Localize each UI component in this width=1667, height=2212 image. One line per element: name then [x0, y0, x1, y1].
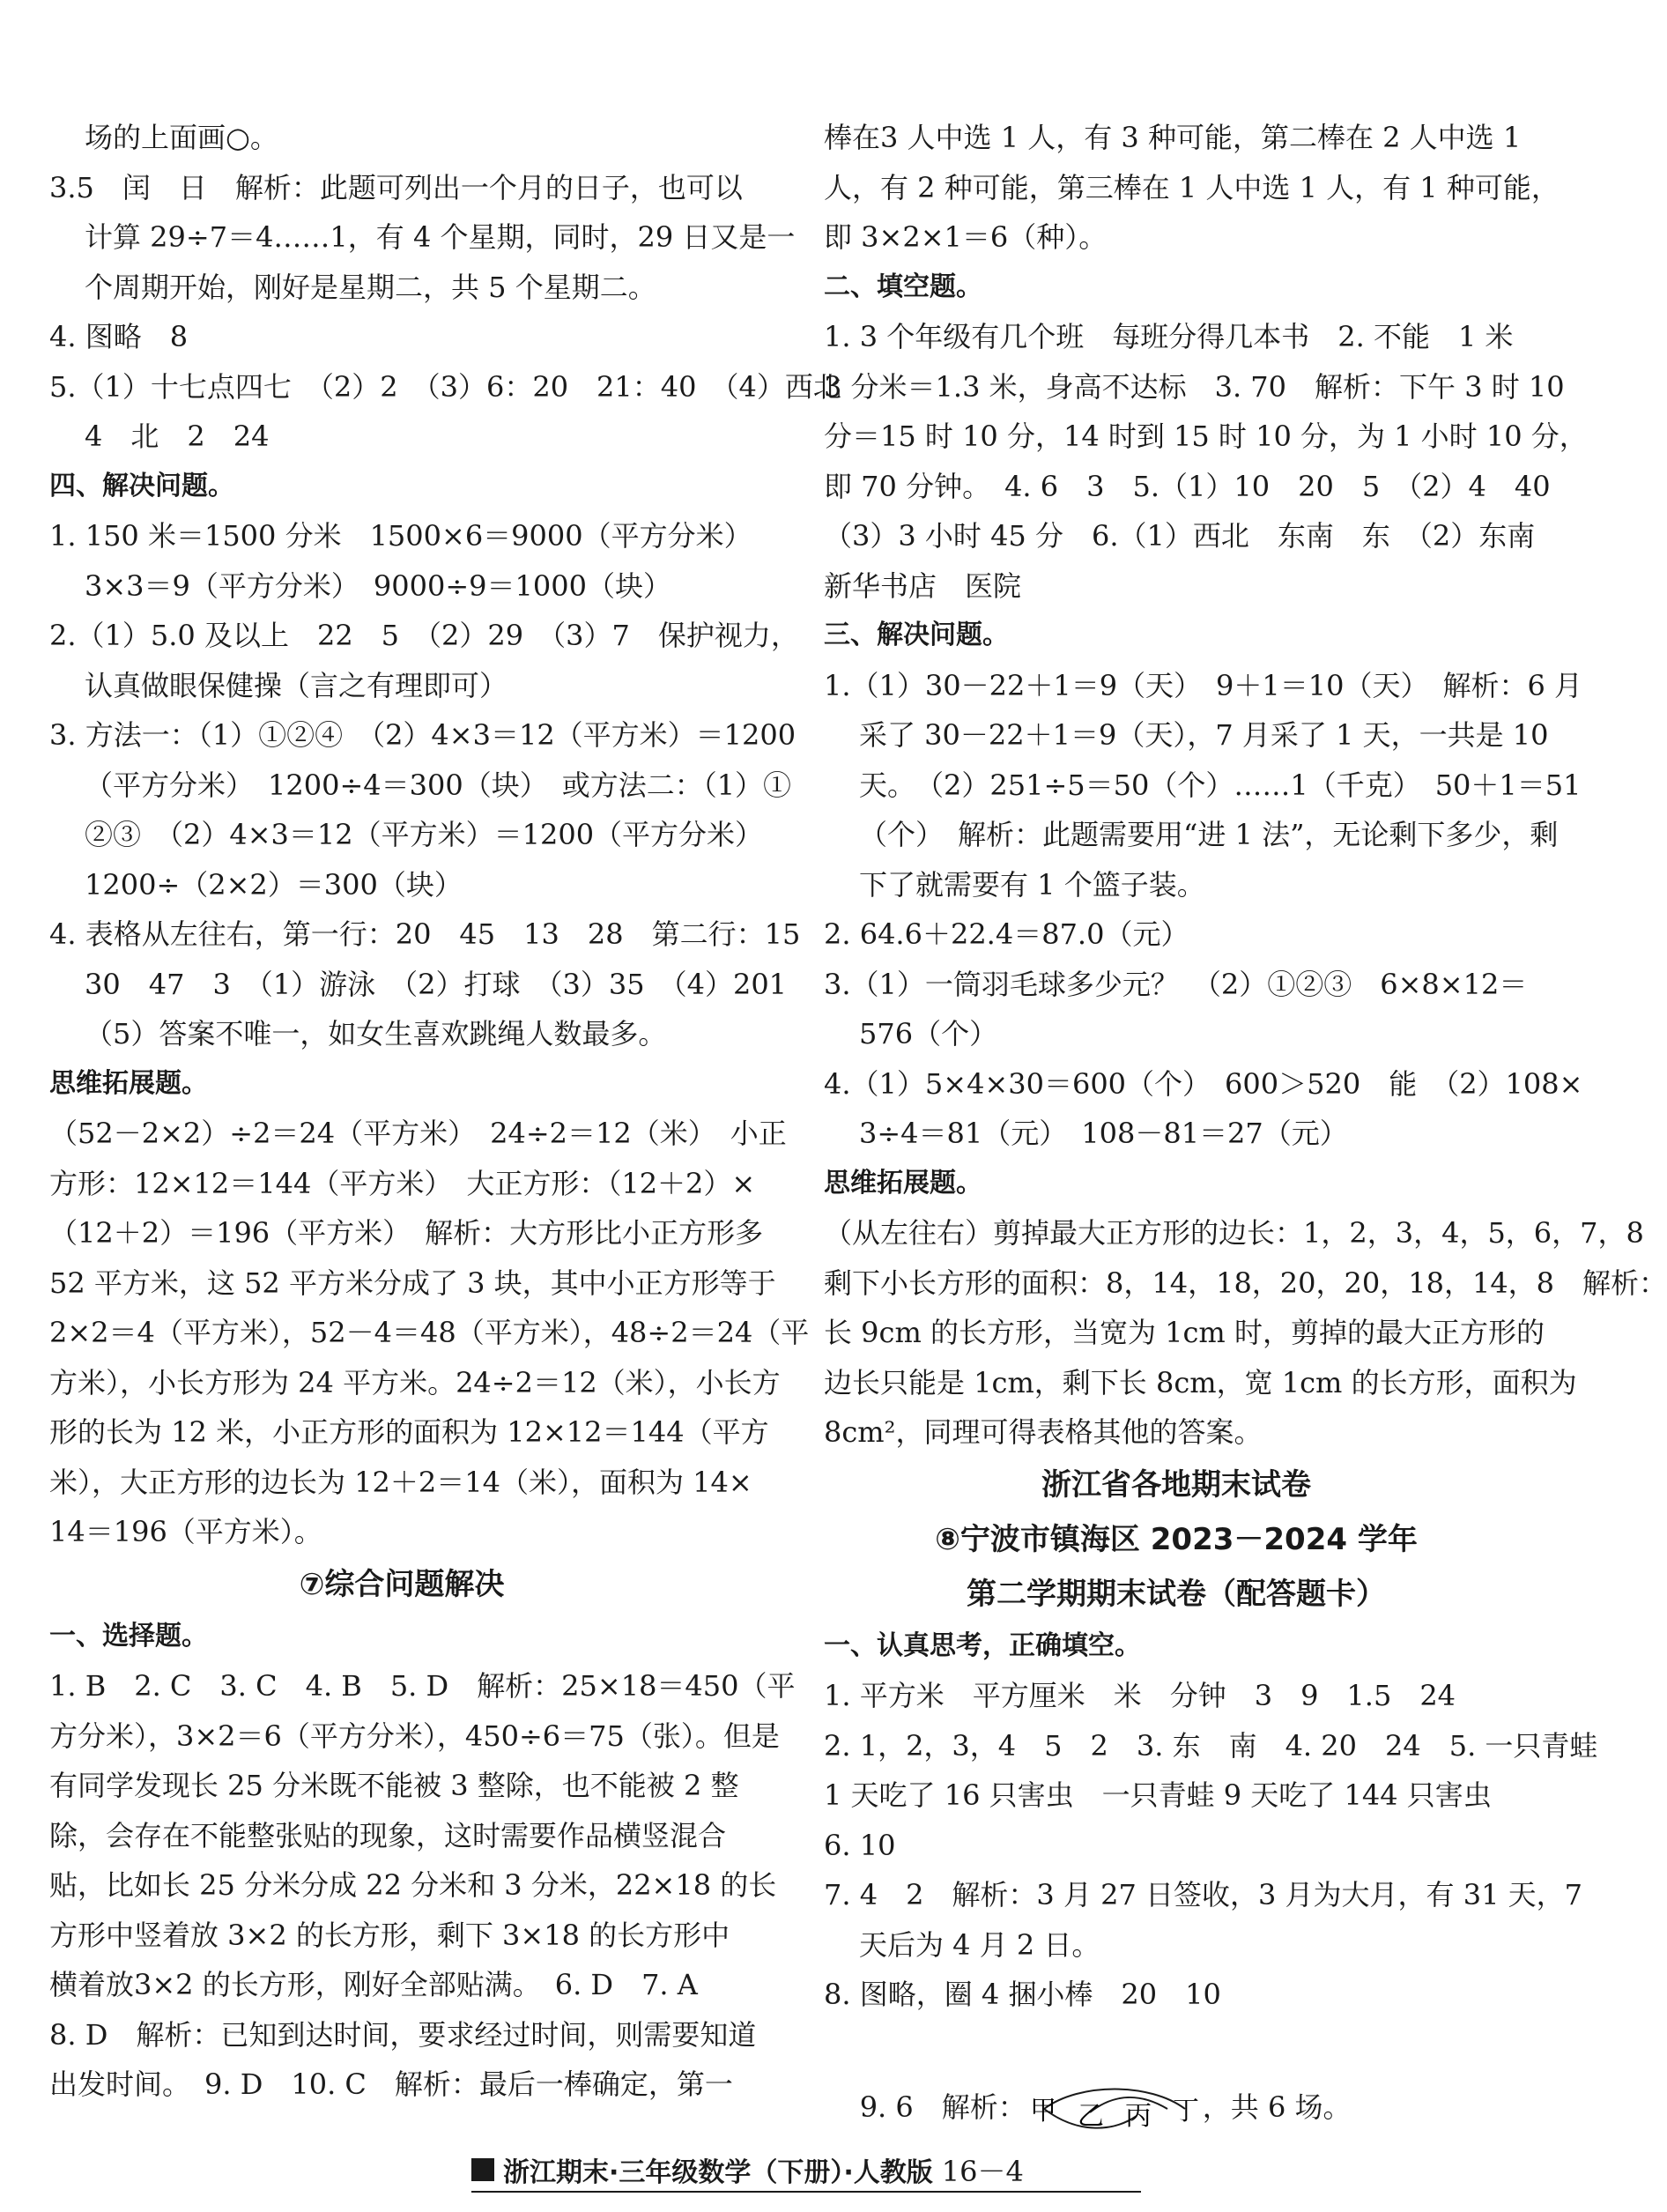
text-line: 2.（1）5.0 及以上 22 5 （2）29 （3）7 保护视力， — [49, 619, 799, 652]
text-line: 剩下小长方形的面积：8，14，18，20，20，18，14，8 解析： — [824, 1266, 1667, 1300]
text-line: 4.（1）5×4×30＝600（个） 600＞520 能 （2）108× — [824, 1066, 1583, 1101]
text-line: 8cm²，同理可得表格其他的答案。 — [824, 1415, 1263, 1449]
text-line: （12＋2）＝196（平方米） 解析：大方形比小正方形多 — [49, 1216, 764, 1250]
footer-title: 浙江期末·三年级数学（下册）·人教版 — [503, 2157, 933, 2188]
text-line: 天。 （2）251÷5＝50（个）……1（千克） 50＋1＝51 — [859, 768, 1582, 802]
text-line: 1.（1）30－22＋1＝9（天） 9＋1＝10（天） 解析：6 月 — [824, 668, 1583, 702]
q9-prefix: 9. 6 解析： — [859, 2090, 1026, 2124]
page-footer — [471, 2150, 1141, 2189]
text-line: 个周期开始，刚好是星期二，共 5 个星期二。 — [85, 270, 656, 304]
text-line: 8. D 解析：已知到达时间，要求经过时间，则需要知道 — [49, 2017, 757, 2052]
section-title: ⑦综合问题解决 — [299, 1566, 505, 1602]
text-line: 3. 方法一：（1）①②④ （2）4×3＝12（平方米）＝1200 — [49, 718, 796, 752]
text-line: 1. B 2. C 3. C 4. B 5. D 解析：25×18＝450（平 — [49, 1669, 796, 1703]
match-diagram — [1026, 2082, 1203, 2135]
q9-suffix: ，共 6 场。 — [1202, 2090, 1352, 2124]
section-heading: 一、认真思考，正确填空。 — [824, 1629, 1141, 1661]
text-line: 有同学发现长 25 分米既不能被 3 整除，也不能被 2 整 — [49, 1769, 739, 1802]
text-line: 4. 表格从左往右，第一行：20 45 13 28 第二行：15 — [49, 917, 801, 951]
text-line: 方米），小长方形为 24 平方米。24÷2＝12（米），小长方 — [49, 1365, 781, 1399]
section-heading: 二、填空题。 — [824, 271, 982, 302]
text-line: 2. 1，2，3，4 5 2 3. 东 南 4. 20 24 5. 一只青蛙 — [824, 1728, 1598, 1763]
text-line: 3.（1）一筒羽毛球多少元？ （2）①②③ 6×8×12＝ — [824, 967, 1528, 1001]
text-line: 人，有 2 种可能，第三棒在 1 人中选 1 人，有 1 种可能， — [824, 170, 1560, 204]
text-line: 1 天吃了 16 只害虫 一只青蛙 9 天吃了 144 只害虫 — [824, 1778, 1492, 1812]
text-line: 形的长为 12 米，小正方形的面积为 12×12＝144（平方 — [49, 1415, 769, 1449]
text-line: 长 9cm 的长方形，当宽为 1cm 时，剪掉的最大正方形的 — [824, 1316, 1545, 1349]
text-line: 横着放3×2 的长方形，刚好全部贴满。 6. D 7. A — [49, 1968, 698, 2001]
text-line: 3.5 闰 日 解析：此题可列出一个月的日子，也可以 — [49, 170, 743, 204]
text-line: 576（个） — [859, 1017, 998, 1050]
text-line: 边长只能是 1cm，剩下长 8cm，宽 1cm 的长方形，面积为 — [824, 1365, 1577, 1399]
text-line: 场的上面画○。 — [85, 121, 278, 154]
exam-title: 浙江省各地期末试卷 — [1041, 1466, 1311, 1503]
text-line: 出发时间。 9. D 10. C 解析：最后一棒确定，第一 — [49, 2067, 733, 2101]
text-line: 3 分米＝1.3 米，身高不达标 3. 70 解析：下午 3 时 10 — [824, 369, 1565, 404]
text-line: （平方分米） 1200÷4＝300（块） 或方法二：（1）① — [85, 768, 792, 802]
text-line: （从左往右）剪掉最大正方形的边长：1，2，3，4，5，6，7，8 — [824, 1216, 1644, 1250]
name-label: 乙 — [1077, 2101, 1104, 2132]
q9-line — [824, 2020, 1529, 2132]
name-label: 丙 — [1124, 2101, 1152, 2132]
text-line: 4. 图略 8 — [49, 320, 189, 353]
footer-rule — [471, 2191, 1141, 2193]
text-line: 30 47 3 （1）游泳 （2）打球 （3）35 （4）201 — [85, 967, 788, 1001]
text-line: 1. 150 米＝1500 分米 1500×6＝9000（平方分米） — [49, 519, 752, 553]
text-line: 1200÷（2×2）＝300（块） — [85, 867, 463, 902]
text-line: 认真做眼保健操（言之有理即可） — [85, 668, 508, 702]
text-line: 新华书店 医院 — [824, 568, 1022, 603]
text-line: 7. 4 2 解析：3 月 27 日签收，3 月为大月，有 31 天，7 — [824, 1878, 1582, 1911]
text-line: 天后为 4 月 2 日。 — [859, 1927, 1100, 1962]
text-line: 方形中竖着放 3×2 的长方形，剩下 3×18 的长方形中 — [49, 1918, 730, 1952]
section-heading: 四、解决问题。 — [49, 470, 234, 501]
page-number: 16－4 — [941, 2155, 1024, 2188]
name-label: 甲 — [1029, 2096, 1056, 2127]
text-line: 2×2＝4（平方米），52－4＝48（平方米），48÷2＝24（平 — [49, 1316, 810, 1349]
left-column — [49, 113, 841, 2110]
text-line: 方形：12×12＝144（平方米） 大正方形：（12＋2）× — [49, 1166, 756, 1200]
text-line: （5）答案不唯一，如女生喜欢跳绳人数最多。 — [85, 1017, 667, 1050]
text-line: （52－2×2）÷2＝24（平方米） 24÷2＝12（米） 小正 — [49, 1117, 787, 1150]
text-line: 下了就需要有 1 个篮子装。 — [859, 867, 1205, 902]
text-line: 分＝15 时 10 分，14 时到 15 时 10 分，为 1 小时 10 分， — [824, 419, 1588, 453]
text-line: 14＝196（平方米）。 — [49, 1515, 322, 1548]
section-heading: 思维拓展题。 — [824, 1167, 982, 1199]
right-column — [824, 113, 1667, 2132]
text-line: 即 3×2×1＝6（种）。 — [824, 220, 1108, 254]
name-label: 丁 — [1172, 2096, 1199, 2127]
section-heading: 思维拓展题。 — [49, 1067, 208, 1099]
text-line: 52 平方米，这 52 平方米分成了 3 块，其中小正方形等于 — [49, 1266, 776, 1300]
text-line: 3×3＝9（平方分米） 9000÷9＝1000（块） — [85, 568, 671, 603]
text-line: 除，会存在不能整张贴的现象，这时需要作品横竖混合 — [49, 1818, 727, 1852]
exam-title: 第二学期期末试卷（配答题卡） — [967, 1576, 1386, 1612]
text-line: 计算 29÷7＝4……1，有 4 个星期，同时，29 日又是一 — [85, 220, 796, 254]
text-line: 6. 10 — [824, 1828, 896, 1862]
text-line: 5.（1）十七点四七 （2）2 （3）6：20 21：40 （4）西北 — [49, 369, 841, 404]
text-line: （3）3 小时 45 分 6.（1）西北 东南 东 （2）东南 — [824, 519, 1536, 553]
text-line: 方分米），3×2＝6（平方分米），450÷6＝75（张）。但是 — [49, 1718, 780, 1753]
text-line: 2. 64.6＋22.4＝87.0（元） — [824, 917, 1189, 951]
text-line: 1. 3 个年级有几个班 每班分得几本书 2. 不能 1 米 — [824, 320, 1514, 353]
book-logo-icon — [471, 2158, 494, 2181]
text-line: 8. 图略，圈 4 捆小棒 20 10 — [824, 1978, 1221, 2011]
text-line: 4 北 2 24 — [85, 419, 270, 453]
text-line: ②③ （2）4×3＝12（平方米）＝1200（平方分米） — [85, 818, 764, 851]
text-line: 贴，比如长 25 分米分成 22 分米和 3 分米，22×18 的长 — [49, 1868, 777, 1902]
section-heading: 一、选择题。 — [49, 1620, 208, 1652]
text-line: 采了 30－22＋1＝9（天），7 月采了 1 天，一共是 10 — [859, 718, 1549, 752]
exam-title: ⑧宁波市镇海区 2023－2024 学年 — [935, 1521, 1418, 1557]
text-line: 米），大正方形的边长为 12＋2＝14（米），面积为 14× — [49, 1465, 752, 1499]
text-line: （个） 解析：此题需要用“进 1 法”，无论剩下多少，剩 — [859, 818, 1559, 851]
text-line: 1. 平方米 平方厘米 米 分钟 3 9 1.5 24 — [824, 1679, 1456, 1712]
text-line: 棒在3 人中选 1 人，有 3 种可能，第二棒在 2 人中选 1 — [824, 121, 1522, 154]
text-line: 即 70 分钟。 4. 6 3 5.（1）10 20 5 （2）4 40 — [824, 469, 1551, 503]
text-line: 3÷4＝81（元） 108－81＝27（元） — [859, 1117, 1348, 1150]
section-heading: 三、解决问题。 — [824, 620, 1009, 650]
